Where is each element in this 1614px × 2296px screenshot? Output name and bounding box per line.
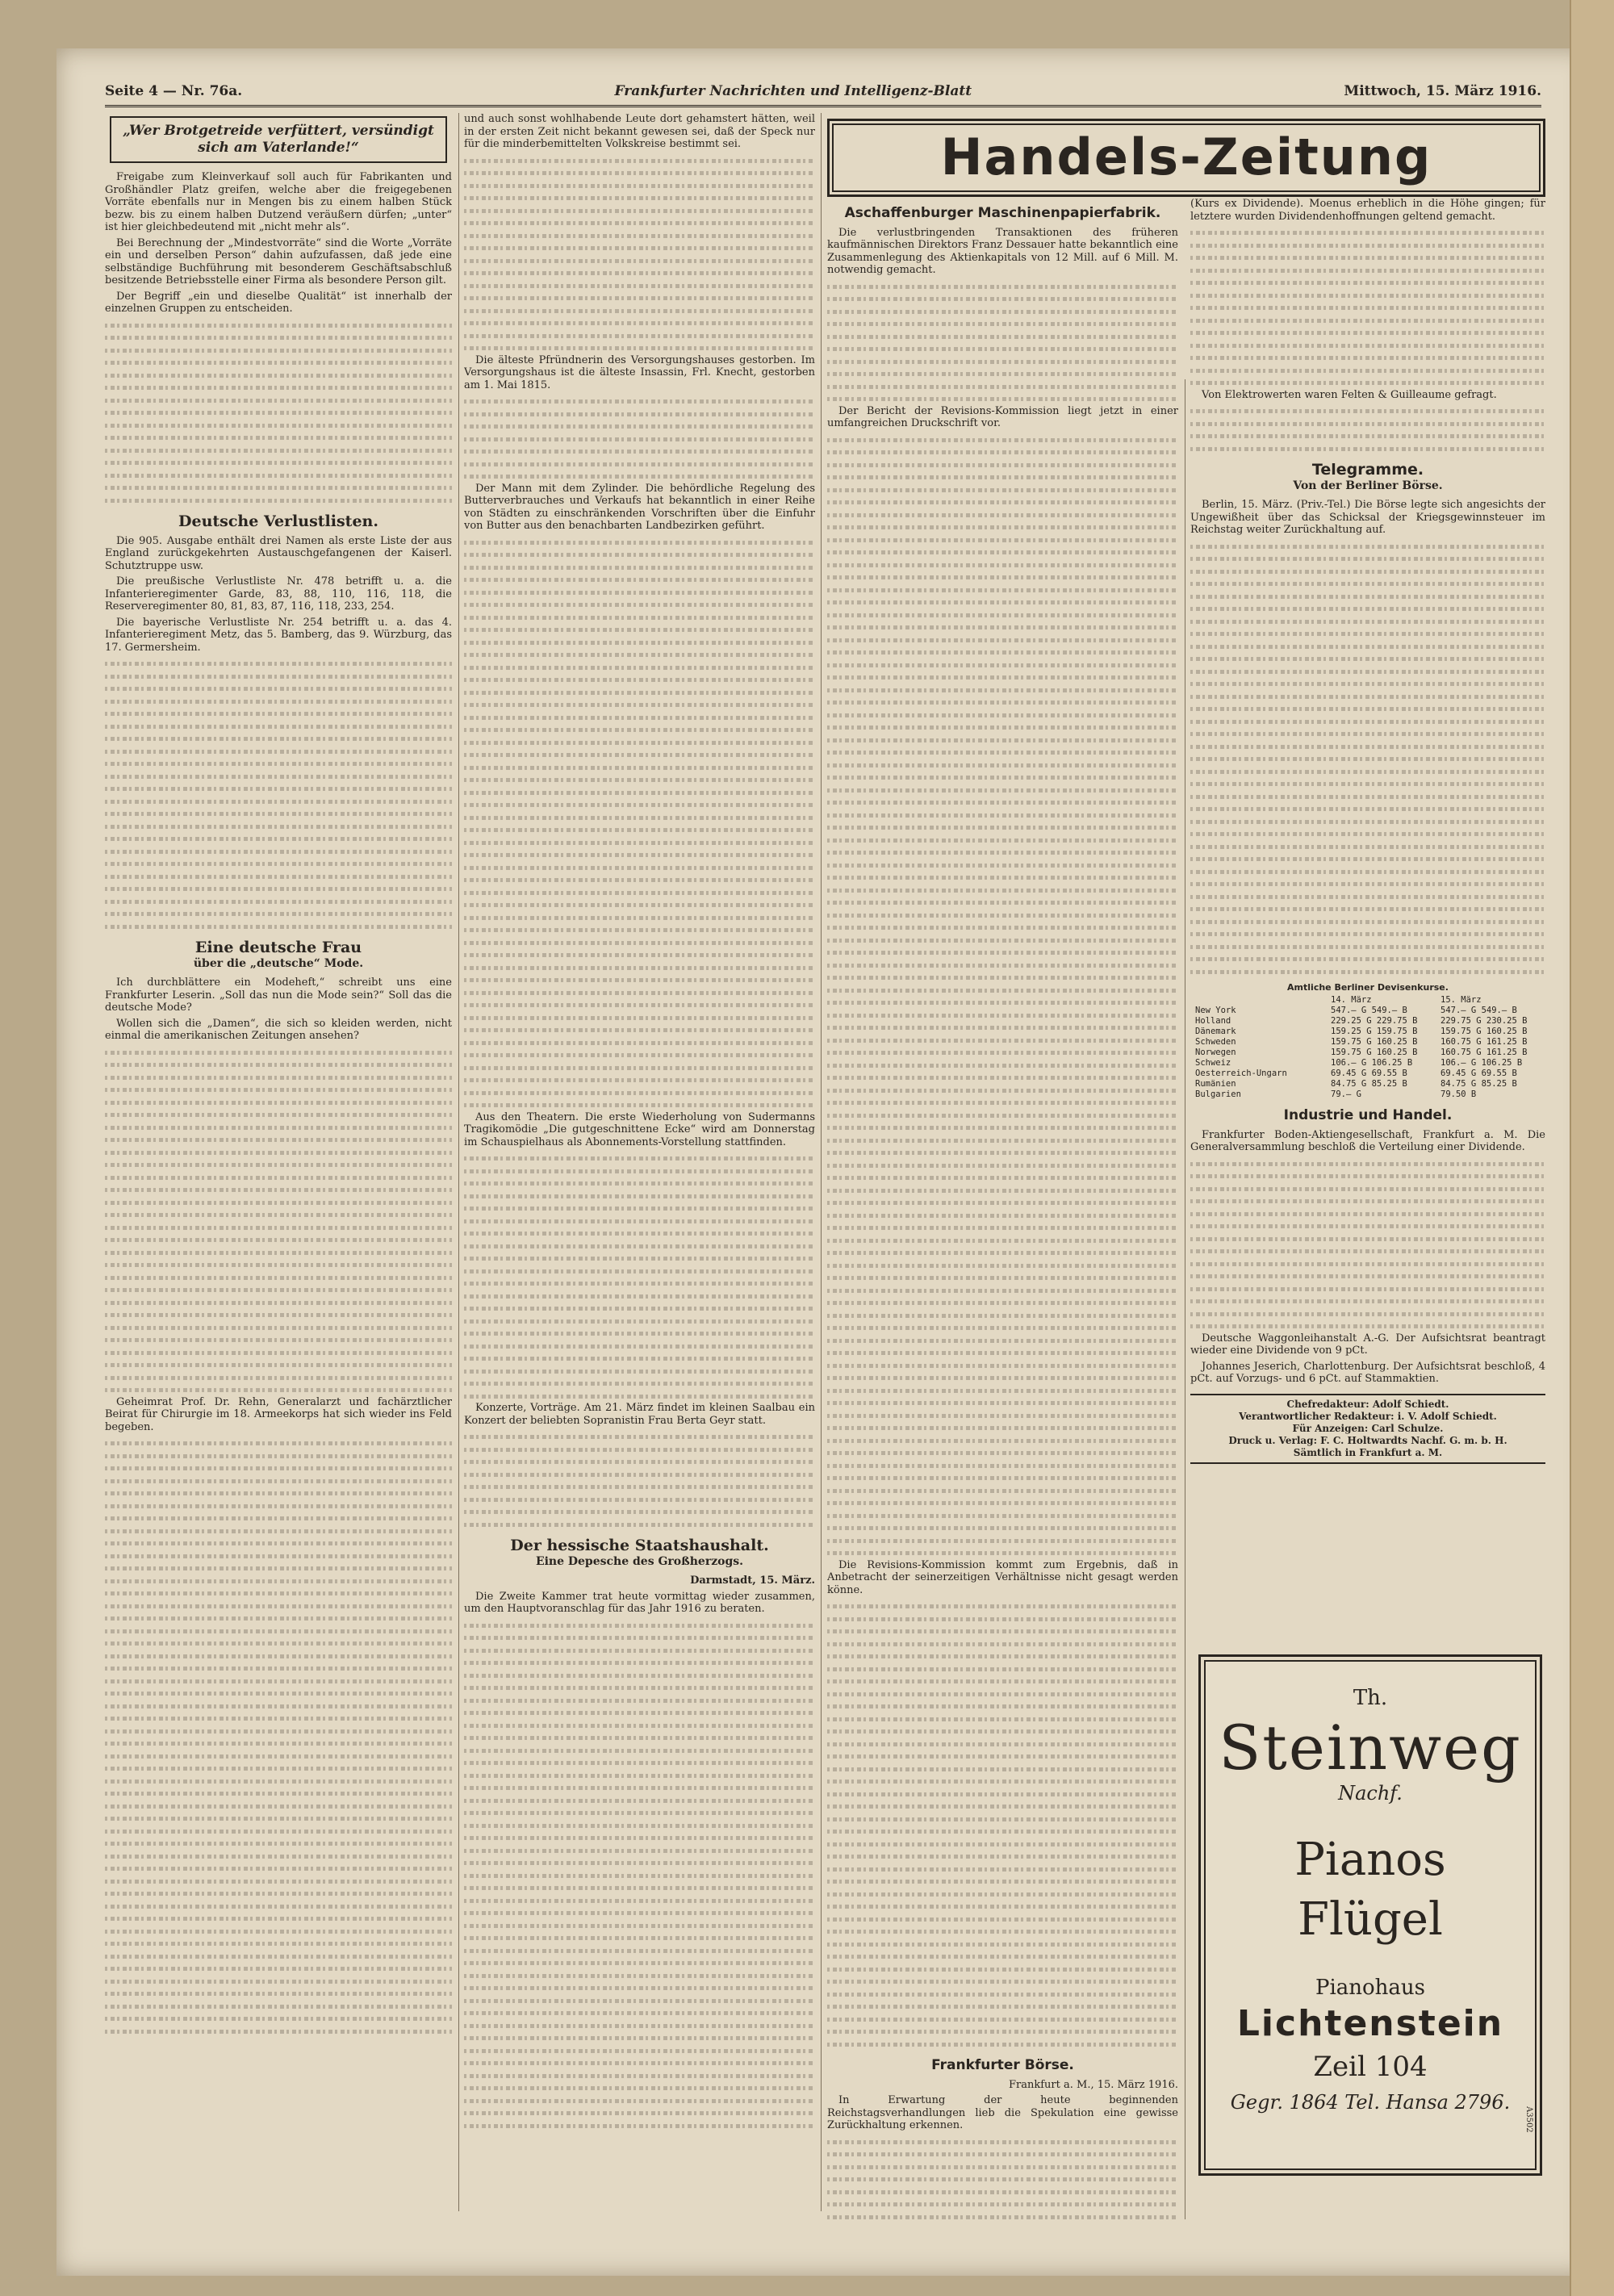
table-row: Bulgarien 79.— G 79.50 B	[1195, 1089, 1477, 1099]
dateline: Frankfurt a. M., 15. März 1916.	[1009, 2078, 1178, 2091]
slogan-box: „Wer Brotgetreide verfüttert, versündigt sich am Vaterlande!“	[110, 116, 447, 163]
paragraph: Ich durchblättere ein Modeheft,“ schreibt uns eine Frankfurter Leserin. „Soll das nun die Mode sein?“ Soll das die deutsche Mode?	[105, 977, 452, 1014]
text-block	[105, 1437, 452, 2037]
paragraph: Die Revisions-Kommission kommt zum Ergebnis, daß in Anbetracht der seinerzeitigen Verhältnisse nicht gesagt werden könne.	[827, 1558, 1178, 1596]
text-block	[105, 1046, 452, 1396]
column-rule	[458, 113, 459, 2211]
paragraph: Bei Berechnung der „Mindestvorräte“ sind die Worte „Vorräte ein und derselben Person“ dahin aufzufassen, daß jede eine selbständige Buchführung mit besonderem Geschäftsabschluß besitzende Betriebsstelle einer Firma als besondere Person gilt.	[105, 236, 452, 286]
text-block	[105, 657, 452, 932]
text-block	[827, 280, 1178, 405]
ad-brand: Steinweg	[1219, 1712, 1522, 1784]
text-block	[464, 1430, 815, 1530]
masthead: Frankfurter Nachrichten und Intelligenz-Blatt	[614, 83, 972, 99]
paragraph: Konzerte, Vorträge. Am 21. März findet im kleinen Saalbau ein Konzert der beliebten Sopranistin Frau Berta Geyr statt.	[464, 1402, 815, 1427]
ad-address: Zeil 104	[1313, 2051, 1428, 2083]
headline-frankfurter-boerse: Frankfurter Börse.	[931, 2057, 1074, 2073]
issue-date: Mittwoch, 15. März 1916.	[1344, 83, 1541, 99]
column-4	[1190, 198, 1545, 1650]
table-row: Schweiz 106.— G 106.25 B 106.— G 106.25 B	[1195, 1058, 1523, 1068]
text-block	[464, 395, 815, 483]
text-block	[1190, 226, 1545, 389]
devisenkurse-table	[1190, 982, 1545, 1100]
paragraph: Frankfurter Boden-Aktiengesellschaft, Frankfurt a. M. Die Generalversammlung beschloß die Verteilung einer Dividende.	[1190, 1128, 1545, 1153]
column-3	[827, 198, 1178, 2223]
ad-fluegel: Flügel	[1298, 1893, 1443, 1946]
paragraph: Berlin, 15. März. (Priv.-Tel.) Die Börse legte sich angesichts der Ungewißheit über das Schicksal der Kriegsgewinnsteuer im Reichstag weiter Zurückhaltung auf.	[1190, 499, 1545, 536]
page-number: Seite 4 — Nr. 76a.	[105, 83, 243, 99]
column-rule	[821, 113, 822, 2211]
page-edge	[1570, 0, 1614, 2296]
table-row: Rumänien 84.75 G 85.25 B 84.75 G 85.25 B	[1195, 1079, 1517, 1089]
ad-code: A3502	[1524, 2106, 1533, 2133]
headline-deutsche-frau: Eine deutsche Frau	[194, 939, 362, 956]
paragraph: Geheimrat Prof. Dr. Rehn, Generalarzt und fachärztlicher Beirat für Chirurgie im 18. Armeekorps hat sich wieder ins Feld begeben.	[105, 1395, 452, 1433]
text-block	[464, 1152, 815, 1402]
handels-zeitung-header	[827, 117, 1545, 208]
paragraph: Die preußische Verlustliste Nr. 478 betrifft u. a. die Infanterieregimenter Garde, 83, 88, 110, 116, 118, die Reserveregimenter 80, 81, 83, 87, 116, 118, 233, 254.	[105, 575, 452, 613]
headline-aschaffenburger: Aschaffenburger Maschinenpapierfabrik.	[844, 205, 1161, 221]
text-block	[464, 1619, 815, 2132]
ad-founded-phone: Gegr. 1864 Tel. Hansa 2796.	[1230, 2091, 1511, 2114]
ad-th: Th.	[1353, 1686, 1388, 1710]
text-block	[827, 2135, 1178, 2224]
paragraph: Der Bericht der Revisions-Kommission liegt jetzt in einer umfangreichen Druckschrift vor.	[827, 404, 1178, 429]
table-row: Norwegen 159.75 G 160.25 B 160.75 G 161.25 B	[1195, 1048, 1528, 1057]
paragraph: Freigabe zum Kleinverkauf soll auch für Fabrikanten und Großhändler Platz greifen, welche aber die freigegebenen Vorräte ebenfalls nur in Mengen bis zu einem halben Stück bezw. bis zu einem halben Dutzend veräußern dürfen; „unter“ ist hier gleichbedeutend mit „nicht mehr als“.	[105, 171, 452, 233]
paragraph: Der Begriff „ein und dieselbe Qualität“ ist innerhalb der einzelnen Gruppen zu entscheiden.	[105, 290, 452, 315]
paragraph: Die 905. Ausgabe enthält drei Namen als erste Liste der aus England zurückgekehrten Austauschgefangenen der Kaiserl. Schutztruppe usw.	[105, 534, 452, 572]
text-block	[827, 1600, 1178, 2050]
steinweg-advertisement	[1198, 1654, 1542, 2176]
paragraph: Die älteste Pfründnerin des Versorgungshauses gestorben. Im Versorgungshaus ist die älteste Insassin, Frl. Knecht, gestorben am 1. Mai 1815.	[464, 353, 815, 391]
text-block	[1190, 1157, 1545, 1332]
table-title: Amtliche Berliner Devisenkurse.	[1287, 982, 1449, 993]
text-block	[1190, 404, 1545, 454]
paragraph: In Erwartung der heute beginnenden Reichstagsverhandlungen lieb die Spekulation eine gewisse Zurückhaltung erkennen.	[827, 2094, 1178, 2131]
table-header: 14. März 15. März	[1331, 995, 1482, 1005]
table-row: New York 547.— G 549.— B 547.— G 549.— B	[1195, 1006, 1517, 1015]
paragraph: Die Zweite Kammer trat heute vormittag wieder zusammen, um den Hauptvoranschlag für das Jahr 1916 zu beraten.	[464, 1590, 815, 1615]
paragraph: Johannes Jeserich, Charlottenburg. Der Aufsichtsrat beschloß, 4 pCt. auf Vorzugs- und 6 pCt. auf Stammaktien.	[1190, 1360, 1545, 1385]
headline-telegramme: Telegramme.	[1311, 461, 1424, 479]
dateline: Darmstadt, 15. März.	[690, 1575, 815, 1587]
headline-industrie-handel: Industrie und Handel.	[1283, 1107, 1453, 1123]
paragraph: Wollen sich die „Damen“, die sich so kleiden werden, nicht einmal die amerikanischen Zeitungen ansehen?	[105, 1017, 452, 1042]
text-block	[1190, 540, 1545, 978]
text-block	[464, 536, 815, 1111]
paragraph: Die bayerische Verlustliste Nr. 254 betrifft u. a. das 4. Infanterieregiment Metz, das 5. Bamberg, das 9. Würzburg, das 17. Germersheim.	[105, 616, 452, 654]
paragraph: Der Mann mit dem Zylinder. Die behördliche Regelung des Butterverbrauches und Verkaufs hat bekanntlich in einer Reihe von Städten zu einschränkenden Vorschriften über die Einfuhr von Butter aus den benachbarten Landbezirken geführt.	[464, 482, 815, 532]
paragraph: Deutsche Waggonleihanstalt A.-G. Der Aufsichtsrat beantragt wieder eine Dividende von 9 pCt.	[1190, 1332, 1545, 1357]
section-title: Handels-Zeitung	[827, 119, 1545, 197]
paragraph: und auch sonst wohlhabende Leute dort gehamstert hätten, weil in der ersten Zeit nicht bekannt gewesen sei, daß der Speck nur für die minderbemittelten Volkskreise bestimmt sei.	[464, 113, 815, 150]
column-2	[464, 113, 815, 2219]
ad-pianohaus: Pianohaus	[1315, 1976, 1426, 2000]
subheadline-depesche: Eine Depesche des Großherzogs.	[535, 1554, 744, 1568]
header-rule	[105, 105, 1541, 111]
table-row: Oesterreich-Ungarn 69.45 G 69.55 B 69.45 G 69.55 B	[1195, 1069, 1517, 1078]
running-header	[105, 81, 1541, 102]
column-1	[105, 113, 452, 2219]
headline-verlustlisten: Deutsche Verlustlisten.	[178, 512, 378, 530]
imprint-box: Chefredakteur: Adolf Schiedt. Verantwortlicher Redakteur: i. V. Adolf Schiedt. Für Anzeigen: Carl Schulze. Druck u. Verlag: F. C. Holtwardts Nachf. G. m. b. H. Sämtlich in Frankfurt a. M.	[1190, 1394, 1545, 1464]
subheadline-berliner-boerse: Von der Berliner Börse.	[1293, 479, 1443, 492]
table-row: Dänemark 159.25 G 159.75 B 159.75 G 160.25 B	[1195, 1027, 1528, 1036]
table-row: Schweden 159.75 G 160.25 B 160.75 G 161.25 B	[1195, 1037, 1528, 1047]
ad-nachf: Nachf.	[1338, 1782, 1403, 1805]
text-block	[105, 319, 452, 507]
paragraph: (Kurs ex Dividende). Moenus erheblich in die Höhe gingen; für letztere wurden Dividendenhoffnungen geltend gemacht.	[1190, 198, 1545, 223]
ad-pianos: Pianos	[1294, 1834, 1446, 1886]
subheadline-mode: über die „deutsche“ Mode.	[193, 956, 364, 970]
paragraph: Aus den Theatern. Die erste Wiederholung von Sudermanns Tragikomödie „Die gutgeschnittene Ecke“ wird am Donnerstag im Schauspielhaus als Abonnements-Vorstellung stattfinden.	[464, 1110, 815, 1148]
text-block	[464, 154, 815, 354]
ad-lichtenstein: Lichtenstein	[1236, 2003, 1504, 2044]
paragraph: Die verlustbringenden Transaktionen des früheren kaufmännischen Direktors Franz Dessauer hatte bekanntlich eine Zusammenlegung des Aktienkapitals von 12 Mill. auf 6 Mill. M. notwendig gemacht.	[827, 226, 1178, 276]
table-row: Holland 229.25 G 229.75 B 229.75 G 230.25 B	[1195, 1016, 1528, 1026]
headline-staatshaushalt: Der hessische Staatshaushalt.	[510, 1537, 769, 1554]
paragraph: Von Elektrowerten waren Felten & Guilleaume gefragt.	[1202, 388, 1497, 401]
text-block	[827, 433, 1178, 1559]
